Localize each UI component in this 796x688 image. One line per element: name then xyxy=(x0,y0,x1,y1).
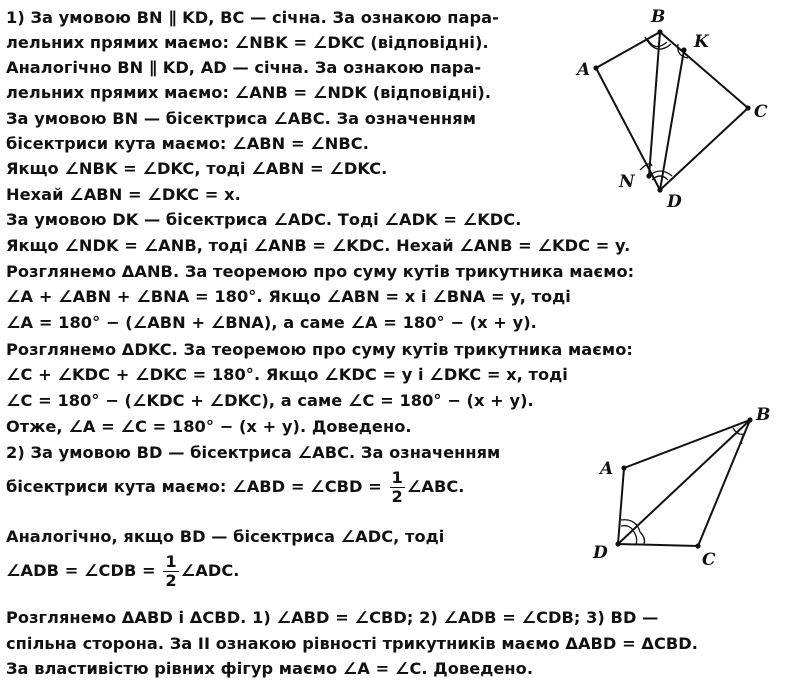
label-k-1: K xyxy=(694,32,709,52)
proof-line-final-3: За властивістю рівних фігур маємо ∠A = ∠C. Доведено. xyxy=(6,659,534,678)
quadrilateral-abcd-1 xyxy=(596,32,748,190)
label-n-1: N xyxy=(619,172,635,192)
angle-arc-d2-b xyxy=(621,520,640,532)
angle-arc-b-2 xyxy=(645,37,671,49)
point-d-1 xyxy=(657,187,662,192)
segment-kd xyxy=(660,50,684,190)
angle-arc-d2-c xyxy=(634,532,637,544)
equation-adb-suffix: ∠ADC. xyxy=(180,561,240,580)
equation-adb-cdb xyxy=(6,553,239,590)
proof-line-13: ∠A = 180° − (∠ABN + ∠BNA), а саме ∠A = 180° − (x + y). xyxy=(6,313,537,332)
segment-bd xyxy=(618,420,750,544)
label-c-1: C xyxy=(754,102,768,122)
point-k-1 xyxy=(681,47,686,52)
equation-abd-prefix: бісектриси кута маємо: ∠ABD = ∠CBD = xyxy=(6,477,388,496)
point-c-2 xyxy=(695,543,700,548)
label-d-1: D xyxy=(667,192,682,212)
angle-arc-d xyxy=(652,176,668,180)
proof-line-7: Якщо ∠NBK = ∠DKC, тоді ∠ABN = ∠DKC. xyxy=(6,159,388,178)
proof-line-10: Якщо ∠NDK = ∠ANB, тоді ∠ANB = ∠KDC. Нехай ∠ANB = ∠KDC = y. xyxy=(6,236,631,255)
proof-line-12: ∠A + ∠ABN + ∠BNA = 180°. Якщо ∠ABN = x і ∠BNA = y, тоді xyxy=(6,287,571,306)
proof-line-final-1: Розглянемо ΔABD і ΔCBD. 1) ∠ABD = ∠CBD; 2) ∠ADB = ∠CDB; 3) BD — xyxy=(6,608,659,627)
fraction-numerator: 1 xyxy=(165,552,177,571)
proof-line-16: ∠C = 180° − (∠KDC + ∠DKC), а саме ∠C = 180° − (x + y). xyxy=(6,391,534,410)
point-a-2 xyxy=(621,465,626,470)
angle-arc-d2-a xyxy=(621,526,634,532)
proof-line-final-2: спільна сторона. За II ознакою рівності трикутників маємо ΔABD = ΔCBD. xyxy=(6,634,698,653)
fraction-denominator: 2 xyxy=(165,571,177,590)
segment-bn xyxy=(649,32,660,176)
angle-arc-k xyxy=(678,44,688,58)
label-c-2: C xyxy=(702,550,716,570)
equation-abd-suffix: ∠ABC. xyxy=(406,477,465,496)
proof-line-3: Аналогічно BN ∥ KD, AD — січна. За ознакою пара- xyxy=(6,58,482,77)
fraction-one-half xyxy=(163,553,178,590)
angle-arc-b2-a xyxy=(733,428,744,434)
angle-arc-b xyxy=(648,40,667,47)
label-b-1: B xyxy=(651,7,666,27)
proof-line-4: лельних прямих маємо: ∠ANB = ∠NDK (відповідні). xyxy=(6,83,492,102)
proof-line-5: За умовою BN — бісектриса ∠ABC. За означенням xyxy=(6,109,476,128)
proof-line-8: Нехай ∠ABN = ∠DKC = x. xyxy=(6,185,241,204)
point-b-2 xyxy=(747,417,752,422)
proof-line-14: Розглянемо ΔDKC. За теоремою про суму кутів трикутника маємо: xyxy=(6,340,633,359)
fraction-one-half xyxy=(390,469,405,506)
point-n-1 xyxy=(646,173,651,178)
proof-line-analogously: Аналогічно, якщо BD — бісектриса ∠ADC, тоді xyxy=(6,527,445,546)
angle-arc-b2-b xyxy=(741,434,744,444)
label-d-2: D xyxy=(593,543,608,563)
point-b-1 xyxy=(657,29,662,34)
proof-line-1: 1) За умовою BN ∥ KD, BC — січна. За ознакою пара- xyxy=(6,8,499,27)
proof-line-2: лельних прямих маємо: ∠NBK = ∠DKC (відповідні). xyxy=(6,33,489,52)
fraction-numerator: 1 xyxy=(391,468,403,487)
label-a-2: A xyxy=(600,459,614,479)
angle-arc-d2-d xyxy=(640,532,645,544)
quadrilateral-abcd-2 xyxy=(618,420,750,546)
proof-line-6: бісектриси кута маємо: ∠ABN = ∠NBC. xyxy=(6,134,369,153)
proof-line-15: ∠C + ∠KDC + ∠DKC = 180°. Якщо ∠KDC = y і ∠DKC = x, тоді xyxy=(6,365,568,384)
label-a-1: A xyxy=(577,60,591,80)
proof-line-18: 2) За умовою BD — бісектриса ∠ABC. За означенням xyxy=(6,443,501,462)
label-b-2: B xyxy=(756,405,771,425)
angle-arc-n xyxy=(640,164,652,170)
point-a-1 xyxy=(593,65,598,70)
point-c-1 xyxy=(745,105,750,110)
fraction-denominator: 2 xyxy=(391,487,403,506)
equation-adb-prefix: ∠ADB = ∠CDB = xyxy=(6,561,162,580)
point-d-2 xyxy=(615,541,620,546)
angle-arc-d-2 xyxy=(649,171,672,176)
equation-abd-cbd xyxy=(6,469,465,506)
proof-line-11: Розглянемо ΔANB. За теоремою про суму кутів трикутника маємо: xyxy=(6,262,635,281)
proof-line-9: За умовою DK — бісектриса ∠ADC. Тоді ∠ADK = ∠KDC. xyxy=(6,210,522,229)
proof-line-17: Отже, ∠A = ∠C = 180° − (x + y). Доведено. xyxy=(6,417,412,436)
